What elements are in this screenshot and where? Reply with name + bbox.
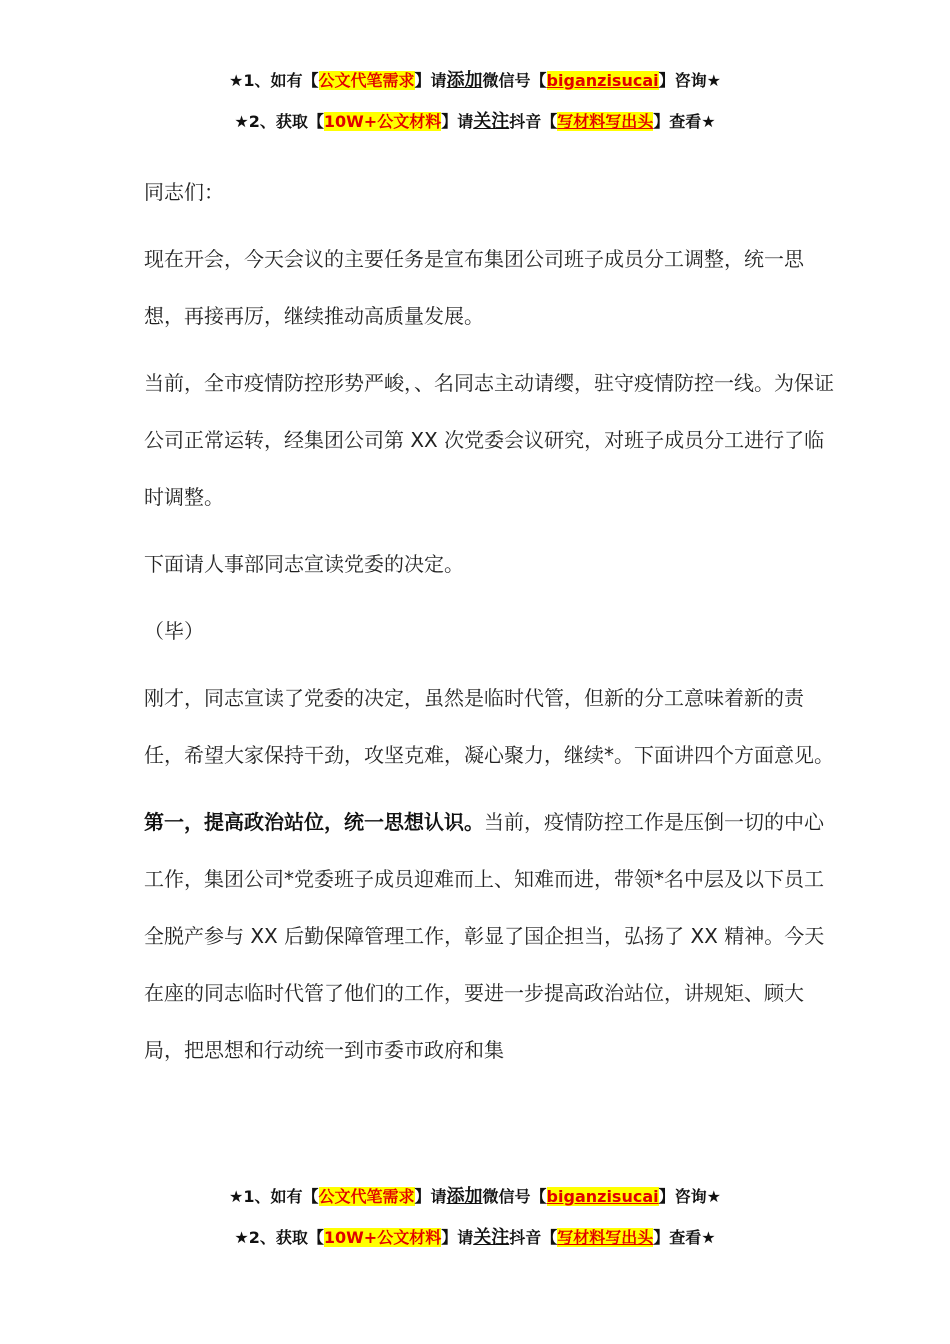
banner-prefix: ★2、获取【 [234, 112, 324, 131]
banner-text: 】请 [441, 1228, 474, 1247]
banner-suffix: 】咨询★ [658, 1187, 721, 1206]
banner-highlight: 公文代笔需求 [318, 1187, 415, 1206]
wechat-id-highlight: biganzisucai [546, 71, 659, 90]
paragraph-text: 当前，疫情防控工作是压倒一切的中心工作，集团公司*党委班子成员迎难而上、知难而进，带领*名中层及以下员工全脱产参与 XX 后勤保障管理工作，彰显了国企担当，弘扬了 XX 精神。今天在座的同志临时代管了他们的工作，要进一步提高政治站位，讲规矩、顾大局，把思想和行动统一到市委市政府和集 [144, 810, 825, 1062]
paragraph: （毕） [144, 619, 204, 643]
banner-prefix: ★1、如有【 [229, 71, 319, 90]
banner-highlight: 公文代笔需求 [318, 71, 415, 90]
banner-text: 微信号【 [482, 1187, 547, 1206]
paragraph: 下面请人事部同志宣读党委的决定。 [144, 552, 464, 576]
top-banner-line-2 [0, 111, 950, 133]
document-body [144, 164, 834, 1089]
banner-text: 微信号【 [482, 71, 547, 90]
banner-suffix: 】查看★ [653, 112, 716, 131]
douyin-id-highlight: 写材料写出头 [557, 112, 654, 131]
paragraph [144, 794, 834, 1079]
banner-text: 】请 [414, 1187, 447, 1206]
wechat-id-highlight: biganzisucai [546, 1187, 659, 1206]
banner-highlight: 10W+公文材料 [323, 1228, 442, 1247]
banner-emphasis: 关注 [473, 111, 510, 132]
paragraph: 刚才，同志宣读了党委的决定，虽然是临时代管，但新的分工意味着新的责任，希望大家保持干劲，攻坚克难，凝心聚力，继续*。下面讲四个方面意见。 [144, 686, 834, 767]
banner-emphasis: 添加 [446, 70, 483, 91]
banner-suffix: 】咨询★ [658, 71, 721, 90]
banner-text: 抖音【 [509, 112, 558, 131]
banner-prefix: ★2、获取【 [234, 1228, 324, 1247]
section-heading: 第一，提高政治站位，统一思想认识。 [144, 810, 484, 834]
banner-emphasis: 添加 [446, 1186, 483, 1207]
banner-text: 】请 [414, 71, 447, 90]
banner-emphasis: 关注 [473, 1227, 510, 1248]
douyin-id-highlight: 写材料写出头 [557, 1228, 654, 1247]
paragraph: 当前，全市疫情防控形势严峻，、名同志主动请缨，驻守疫情防控一线。为保证公司正常运转，经集团公司第 XX 次党委会议研究，对班子成员分工进行了临时调整。 [144, 371, 834, 509]
paragraph: 现在开会，今天会议的主要任务是宣布集团公司班子成员分工调整，统一思想，再接再厉，继续推动高质量发展。 [144, 247, 804, 328]
top-banner-line-1 [0, 70, 950, 92]
banner-prefix: ★1、如有【 [229, 1187, 319, 1206]
banner-text: 】请 [441, 112, 474, 131]
banner-highlight: 10W+公文材料 [323, 112, 442, 131]
bottom-banner-line-1 [0, 1186, 950, 1208]
bottom-banner-line-2 [0, 1227, 950, 1249]
salutation: 同志们： [144, 180, 224, 204]
banner-text: 抖音【 [509, 1228, 558, 1247]
banner-suffix: 】查看★ [653, 1228, 716, 1247]
